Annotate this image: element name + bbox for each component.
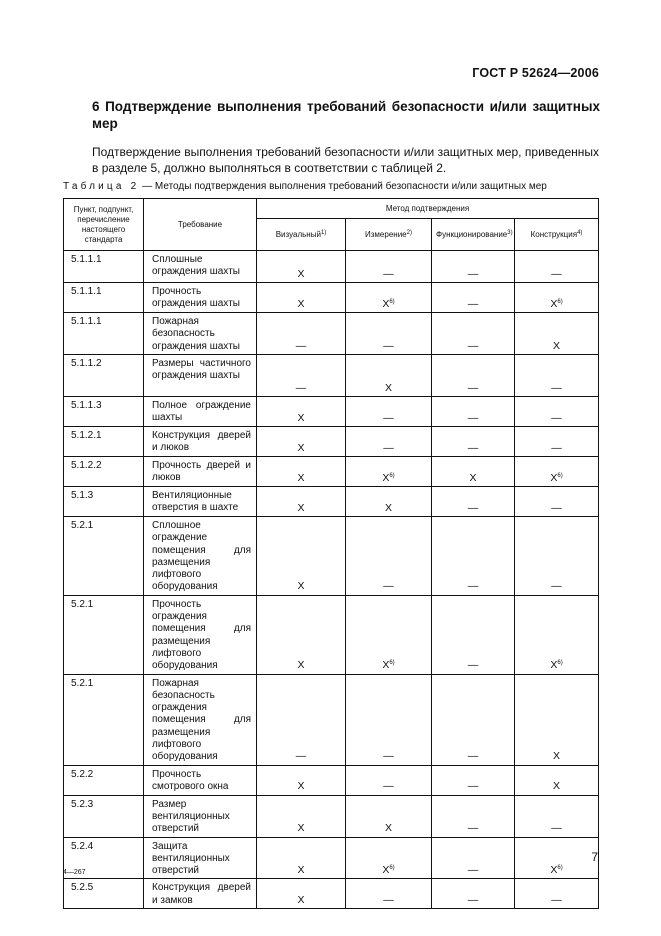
measure-mark: — [383, 580, 394, 593]
clause-cell: 5.1.1.3 [64, 397, 144, 427]
table-row [64, 427, 599, 457]
functional-mark: — [467, 297, 479, 310]
measure-cell [346, 457, 432, 487]
header-functional-label: Функционирование [436, 229, 508, 239]
measure-mark: — [383, 339, 394, 352]
clause-cell: 5.1.2.2 [64, 457, 144, 487]
visual-cell [257, 283, 346, 313]
clause-cell: 5.2.4 [64, 837, 144, 879]
construction-cell [515, 427, 599, 457]
clause-cell: 5.1.1.1 [64, 313, 144, 355]
visual-cell [257, 879, 346, 909]
table-caption [63, 181, 547, 192]
functional-mark: — [467, 441, 479, 454]
visual-mark: X [297, 297, 305, 310]
functional-mark: — [467, 750, 479, 763]
construction-mark: X [553, 339, 561, 352]
header-method-group: Метод подтверждения [257, 199, 599, 219]
construction-mark: X [550, 471, 558, 484]
header-construction [515, 219, 599, 251]
construction-cell [515, 487, 599, 517]
construction-mark: X [550, 297, 558, 310]
visual-cell [257, 487, 346, 517]
functional-cell [432, 765, 515, 795]
requirement-cell: Конструкция дверей и замков [144, 879, 257, 909]
functional-cell [432, 487, 515, 517]
header-clause: Пункт, подпункт, перечисление настоящего стандарта [64, 199, 144, 251]
visual-cell [257, 355, 346, 397]
table-row [64, 397, 599, 427]
functional-cell [432, 517, 515, 596]
clause-cell: 5.2.1 [64, 674, 144, 765]
functional-mark: X [469, 471, 477, 484]
visual-cell [257, 765, 346, 795]
measure-mark: — [383, 441, 394, 454]
measure-footnote: 6) [389, 660, 395, 667]
functional-cell [432, 355, 515, 397]
construction-mark: — [551, 381, 562, 394]
measure-cell [346, 765, 432, 795]
construction-cell [515, 674, 599, 765]
requirement-cell: Конструкция дверей и люков [144, 427, 257, 457]
functional-mark: — [467, 864, 479, 877]
visual-mark: X [297, 780, 305, 793]
clause-cell: 5.1.3 [64, 487, 144, 517]
construction-cell [515, 595, 599, 674]
functional-cell [432, 283, 515, 313]
functional-cell [432, 879, 515, 909]
clause-cell: 5.1.1.2 [64, 355, 144, 397]
requirement-cell: Прочность дверей и люков [144, 457, 257, 487]
measure-mark: — [383, 267, 394, 280]
table-caption-prefix: Таблица 2 [63, 181, 140, 192]
measure-mark: — [383, 780, 394, 793]
clause-cell: 5.2.2 [64, 765, 144, 795]
section-paragraph: Подтверждение выполнения требований безопасности и/или защитных мер, приведенных в разделе 5, должно выполняться в соответствии с таблицей 2. [92, 145, 599, 175]
table-row [64, 879, 599, 909]
measure-mark: X [382, 864, 390, 877]
visual-mark: — [295, 381, 307, 394]
table-row [64, 251, 599, 283]
section-title: 6 Подтверждение выполнения требований безопасности и/или защитных мер [92, 99, 600, 131]
visual-cell [257, 837, 346, 879]
measure-mark: X [384, 822, 392, 835]
construction-cell [515, 251, 599, 283]
construction-cell [515, 283, 599, 313]
measure-footnote: 6) [389, 298, 395, 305]
requirement-cell: Прочность смотрового окна [144, 765, 257, 795]
construction-mark: — [551, 580, 562, 593]
requirement-cell: Сплошные ограждения шахты [144, 251, 257, 283]
measure-cell [346, 427, 432, 457]
measure-footnote: 6) [389, 865, 395, 872]
standard-number: ГОСТ Р 52624—2006 [472, 66, 599, 80]
construction-mark: X [553, 750, 561, 763]
functional-cell [432, 457, 515, 487]
clause-cell: 5.1.1.1 [64, 283, 144, 313]
requirement-cell: Сплошное ограждение помещения для размещения лифтового оборудования [144, 517, 257, 596]
construction-mark: — [551, 822, 562, 835]
requirement-cell: Размеры частичного ограждения шахты [144, 355, 257, 397]
visual-cell [257, 595, 346, 674]
requirement-cell: Пожарная безопасность ограждения шахты [144, 313, 257, 355]
clause-cell: 5.2.5 [64, 879, 144, 909]
header-requirement: Требование [144, 199, 257, 251]
methods-table [63, 198, 599, 909]
construction-mark: — [551, 411, 562, 424]
functional-cell [432, 397, 515, 427]
table-row [64, 517, 599, 596]
visual-cell [257, 457, 346, 487]
measure-cell [346, 674, 432, 765]
visual-mark: X [297, 864, 305, 877]
visual-mark: X [297, 822, 305, 835]
measure-cell [346, 355, 432, 397]
visual-mark: X [297, 267, 305, 280]
measure-mark: — [383, 411, 394, 424]
construction-cell [515, 397, 599, 427]
table-caption-text: — Методы подтверждения выполнения требований безопасности и/или защитных мер [139, 181, 547, 192]
measure-cell [346, 283, 432, 313]
construction-cell [515, 313, 599, 355]
table-row [64, 595, 599, 674]
requirement-cell: Прочность ограждения шахты [144, 283, 257, 313]
functional-mark: — [467, 580, 479, 593]
functional-mark: — [467, 780, 479, 793]
construction-mark: — [551, 441, 562, 454]
visual-cell [257, 795, 346, 837]
construction-mark: — [551, 894, 562, 907]
clause-cell: 5.2.3 [64, 795, 144, 837]
table-row [64, 674, 599, 765]
header-visual [257, 219, 346, 251]
functional-mark: — [467, 501, 479, 514]
measure-cell [346, 313, 432, 355]
measure-cell [346, 879, 432, 909]
header-visual-label: Визуальный [275, 229, 321, 239]
visual-cell [257, 251, 346, 283]
construction-cell [515, 765, 599, 795]
measure-mark: X [382, 659, 390, 672]
construction-mark: — [551, 267, 562, 280]
construction-mark: X [550, 864, 558, 877]
visual-mark: X [297, 471, 305, 484]
construction-cell [515, 457, 599, 487]
measure-mark: — [383, 750, 394, 763]
functional-mark: — [467, 267, 479, 280]
functional-mark: — [467, 894, 479, 907]
requirement-cell: Полное ограждение шахты [144, 397, 257, 427]
construction-cell [515, 517, 599, 596]
requirement-cell: Прочность ограждения помещения для размещения лифтового оборудования [144, 595, 257, 674]
construction-cell [515, 837, 599, 879]
visual-cell [257, 517, 346, 596]
functional-mark: — [467, 381, 479, 394]
measure-cell [346, 795, 432, 837]
measure-mark: X [384, 381, 392, 394]
construction-mark: X [550, 659, 558, 672]
functional-cell [432, 837, 515, 879]
table-row [64, 487, 599, 517]
header-functional [432, 219, 515, 251]
measure-cell [346, 251, 432, 283]
table-row [64, 283, 599, 313]
table-row [64, 313, 599, 355]
construction-cell [515, 879, 599, 909]
visual-mark: X [297, 659, 305, 672]
clause-cell: 5.2.1 [64, 517, 144, 596]
requirement-cell: Размер вентиляционных отверстий [144, 795, 257, 837]
construction-footnote: 6) [557, 472, 563, 479]
measure-mark: — [383, 894, 394, 907]
construction-mark: — [551, 501, 562, 514]
functional-mark: — [467, 822, 479, 835]
requirement-cell: Защита вентиляционных отверстий [144, 837, 257, 879]
visual-mark: X [297, 441, 305, 454]
construction-footnote: 6) [557, 298, 563, 305]
requirement-cell: Пожарная безопасность ограждения помещения для размещения лифтового оборудования [144, 674, 257, 765]
functional-cell [432, 595, 515, 674]
clause-cell: 5.1.2.1 [64, 427, 144, 457]
visual-mark: X [297, 411, 305, 424]
measure-cell [346, 487, 432, 517]
header-measure [346, 219, 432, 251]
page-number: 7 [591, 850, 598, 864]
table-row [64, 765, 599, 795]
functional-cell [432, 251, 515, 283]
functional-mark: — [467, 659, 479, 672]
header-measure-label: Измерение [365, 229, 407, 239]
visual-mark: — [295, 339, 307, 352]
functional-mark: — [467, 339, 479, 352]
measure-mark: X [382, 471, 390, 484]
construction-cell [515, 795, 599, 837]
visual-cell [257, 427, 346, 457]
table-row [64, 837, 599, 879]
measure-mark: X [382, 297, 390, 310]
visual-mark: X [297, 501, 305, 514]
visual-mark: X [297, 580, 305, 593]
visual-cell [257, 397, 346, 427]
header-functional-note: 3) [507, 229, 513, 236]
table-row [64, 457, 599, 487]
measure-mark: X [384, 501, 392, 514]
measure-footnote: 6) [389, 472, 395, 479]
construction-cell [515, 355, 599, 397]
functional-mark: — [467, 411, 479, 424]
measure-cell [346, 837, 432, 879]
clause-cell: 5.2.1 [64, 595, 144, 674]
clause-cell: 5.1.1.1 [64, 251, 144, 283]
header-construction-label: Конструкция [530, 229, 578, 239]
header-visual-note: 1) [320, 229, 327, 236]
requirement-cell: Вентиляционные отверстия в шахте [144, 487, 257, 517]
measure-cell [346, 595, 432, 674]
visual-cell [257, 674, 346, 765]
functional-cell [432, 795, 515, 837]
table-row [64, 355, 599, 397]
table-row [64, 795, 599, 837]
functional-cell [432, 427, 515, 457]
functional-cell [432, 313, 515, 355]
measure-cell [346, 517, 432, 596]
print-code: 4—267 [63, 869, 86, 876]
construction-mark: X [553, 780, 561, 793]
construction-footnote: 6) [557, 660, 563, 667]
measure-cell [346, 397, 432, 427]
visual-cell [257, 313, 346, 355]
header-measure-note: 2) [406, 229, 412, 236]
construction-footnote: 6) [557, 865, 563, 872]
visual-mark: X [297, 894, 305, 907]
functional-cell [432, 674, 515, 765]
header-construction-note: 4) [577, 229, 583, 236]
visual-mark: — [295, 750, 307, 763]
